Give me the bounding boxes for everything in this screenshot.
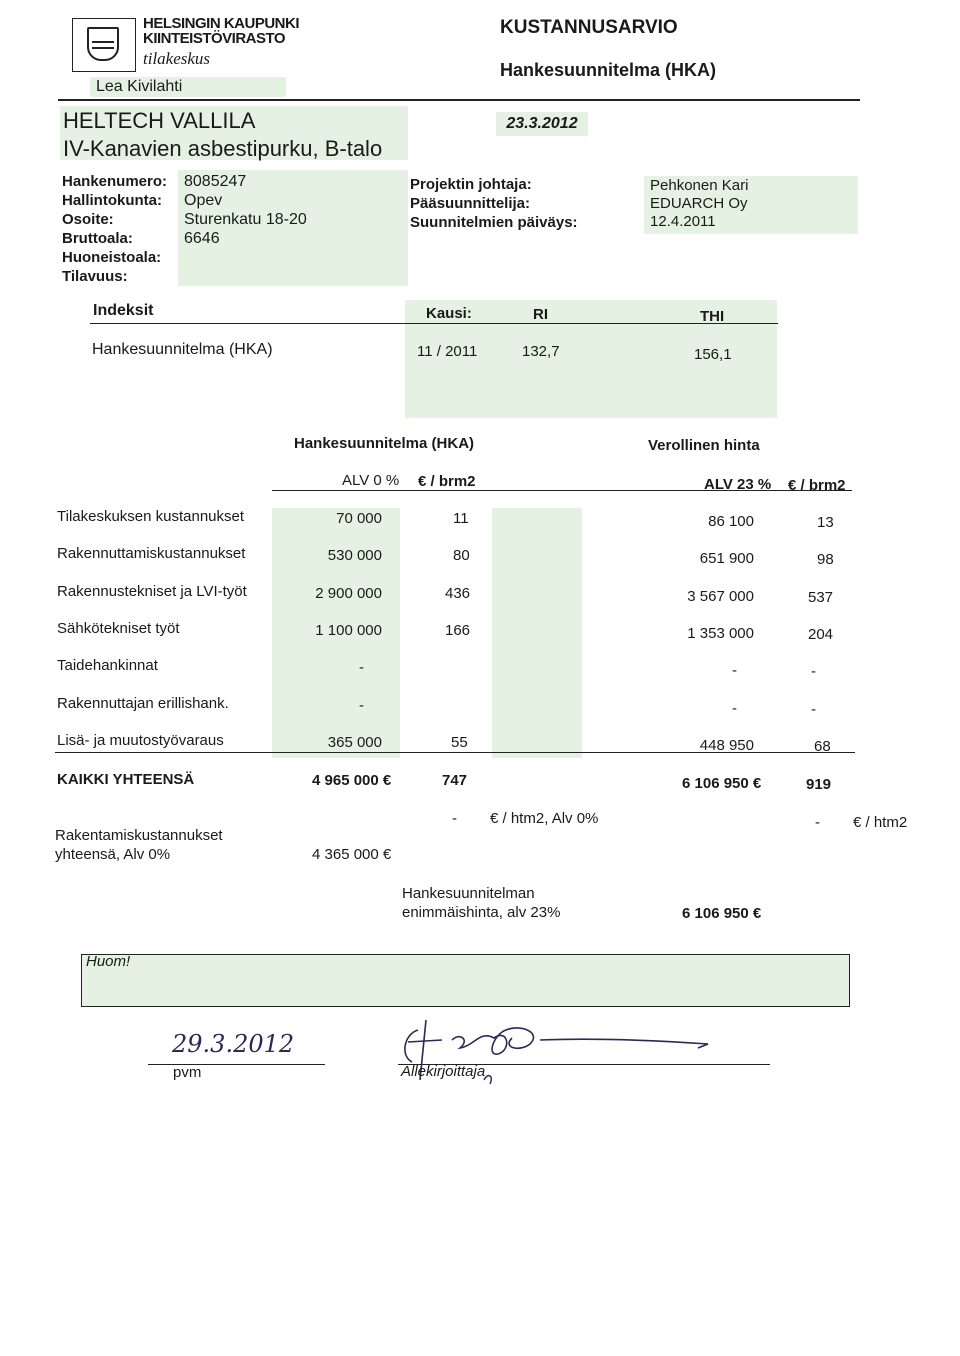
indices-col-ri: RI bbox=[533, 306, 548, 323]
row-brm2: 55 bbox=[451, 734, 468, 751]
row-brm2: 80 bbox=[453, 547, 470, 564]
total-brm2-23: 919 bbox=[806, 776, 832, 793]
row-brm2: 436 bbox=[445, 585, 471, 602]
row-alv0: - bbox=[359, 659, 364, 676]
indices-rule bbox=[90, 323, 778, 324]
info-right-values bbox=[650, 177, 748, 231]
row-alv0: 70 000 bbox=[336, 510, 382, 527]
rak-label-line2: yhteensä, Alv 0% bbox=[55, 846, 171, 863]
total-brm2: 747 bbox=[442, 772, 468, 789]
row-alv0: - bbox=[359, 697, 364, 714]
label-hallintokunta: Hallintokunta: bbox=[62, 192, 162, 209]
group-label-verollinen: Verollinen hinta bbox=[648, 437, 760, 454]
author-name: Lea Kivilahti bbox=[90, 77, 286, 97]
value-osoite: Sturenkatu 18-20 bbox=[184, 211, 307, 228]
label-bruttoala: Bruttoala: bbox=[62, 230, 133, 247]
row-label: Taidehankinnat bbox=[57, 657, 158, 674]
value-hankenumero: 8085247 bbox=[184, 173, 247, 190]
rak-label-line1: Rakentamiskustannukset bbox=[55, 827, 223, 844]
row-alv0: 1 100 000 bbox=[315, 622, 382, 639]
row-brm2: 166 bbox=[445, 622, 471, 639]
org-name: HELSINGIN KAUPUNKI bbox=[143, 15, 300, 32]
document-date: 23.3.2012 bbox=[496, 112, 588, 136]
htm2-unit-right: € / htm2 bbox=[853, 814, 908, 831]
label-paasuunnittelija: Pääsuunnittelija: bbox=[410, 195, 531, 212]
total-label: KAIKKI YHTEENSÄ bbox=[57, 771, 195, 788]
col-alv0: ALV 0 % bbox=[342, 472, 400, 489]
value-paasuunnittelija: EDUARCH Oy bbox=[650, 195, 748, 212]
indices-heading: Indeksit bbox=[93, 302, 154, 319]
table-total-rule bbox=[55, 752, 855, 753]
label-osoite: Osoite: bbox=[62, 211, 114, 228]
info-labels bbox=[62, 172, 167, 286]
org-department: KIINTEISTÖVIRASTO bbox=[143, 30, 286, 47]
htm2-dash-right: - bbox=[815, 814, 820, 831]
rak-label bbox=[55, 826, 223, 864]
row-alv0: 365 000 bbox=[327, 734, 382, 751]
row-alv0: 2 900 000 bbox=[315, 585, 382, 602]
col-brm2-right: € / brm2 bbox=[788, 477, 846, 494]
doc-type: KUSTANNUSARVIO bbox=[500, 17, 678, 38]
row-brm2: 11 bbox=[453, 510, 469, 527]
indices-col-kausi: Kausi: bbox=[426, 305, 472, 322]
signer-label: Allekirjoittaja bbox=[401, 1063, 486, 1080]
group-label-hka: Hankesuunnitelma (HKA) bbox=[294, 435, 475, 452]
value-suunnitelmien-paivays: 12.4.2011 bbox=[650, 213, 716, 230]
row-label: Rakennuttamiskustannukset bbox=[57, 545, 246, 562]
value-bruttoala: 6646 bbox=[184, 230, 220, 247]
handwritten-date: 29.3.2012 bbox=[172, 1030, 295, 1058]
note-box bbox=[81, 954, 850, 1007]
row-alv23: 448 950 bbox=[699, 737, 754, 754]
row-alv23: 86 100 bbox=[708, 513, 754, 530]
label-suunnitelmien-paivays: Suunnitelmien päiväys: bbox=[410, 214, 578, 231]
org-unit: tilakeskus bbox=[143, 49, 211, 68]
indices-col-thi: THI bbox=[700, 308, 725, 325]
htm2-dash-left: - bbox=[452, 810, 457, 827]
rak-value: 4 365 000 € bbox=[312, 846, 392, 863]
info-values bbox=[184, 172, 307, 248]
project-name: HELTECH VALLILA bbox=[63, 108, 256, 133]
row-brm2-23: 13 bbox=[817, 514, 834, 531]
indices-thi-value: 156,1 bbox=[694, 346, 732, 363]
info-right-labels bbox=[410, 175, 578, 232]
table-header-rule bbox=[272, 490, 852, 491]
row-alv23: 651 900 bbox=[699, 550, 754, 567]
city-logo bbox=[72, 18, 136, 72]
col-alv23: ALV 23 % bbox=[704, 476, 772, 493]
row-label: Rakennuttajan erillishank. bbox=[57, 695, 229, 712]
row-brm2-23: 204 bbox=[808, 626, 834, 643]
project-description: IV-Kanavien asbestipurku, B-talo bbox=[63, 136, 383, 161]
indices-kausi-value: 11 / 2011 bbox=[417, 343, 478, 360]
note-label: Huom! bbox=[86, 953, 131, 970]
total-alv0: 4 965 000 € bbox=[312, 772, 392, 789]
label-tilavuus: Tilavuus: bbox=[62, 268, 128, 285]
total-alv23: 6 106 950 € bbox=[682, 775, 762, 792]
spacer-column-bg bbox=[492, 508, 582, 758]
row-label: Rakennustekniset ja LVI-työt bbox=[57, 583, 247, 600]
row-brm2-23: - bbox=[811, 663, 816, 680]
row-label: Sähkötekniset työt bbox=[57, 620, 180, 637]
value-projektin-johtaja: Pehkonen Kari bbox=[650, 177, 749, 194]
max-label bbox=[402, 884, 560, 922]
row-brm2-23: 68 bbox=[814, 738, 831, 755]
value-hallintokunta: Opev bbox=[184, 192, 223, 209]
max-label-line2: enimmäishinta, alv 23% bbox=[402, 904, 561, 921]
pvm-label: pvm bbox=[173, 1064, 202, 1081]
htm2-unit-left: € / htm2, Alv 0% bbox=[490, 810, 599, 827]
col-brm2-left: € / brm2 bbox=[418, 473, 476, 490]
row-alv23: - bbox=[732, 700, 737, 717]
row-alv0: 530 000 bbox=[327, 547, 382, 564]
row-alv23: - bbox=[732, 662, 737, 679]
row-label: Tilakeskuksen kustannukset bbox=[57, 508, 245, 525]
row-brm2-23: 537 bbox=[808, 589, 834, 606]
row-label: Lisä- ja muutostyövaraus bbox=[57, 732, 224, 749]
row-brm2-23: - bbox=[811, 701, 816, 718]
crest-icon bbox=[87, 27, 119, 61]
max-value: 6 106 950 € bbox=[682, 905, 762, 922]
label-projektin-johtaja: Projektin johtaja: bbox=[410, 176, 532, 193]
row-brm2-23: 98 bbox=[817, 551, 834, 568]
max-label-line1: Hankesuunnitelman bbox=[402, 885, 535, 902]
indices-row-label: Hankesuunnitelma (HKA) bbox=[92, 341, 273, 358]
label-huoneistoala: Huoneistoala: bbox=[62, 249, 162, 266]
indices-ri-value: 132,7 bbox=[522, 343, 560, 360]
row-alv23: 3 567 000 bbox=[687, 588, 754, 605]
row-alv23: 1 353 000 bbox=[687, 625, 754, 642]
label-hankenumero: Hankenumero: bbox=[62, 173, 168, 190]
header-rule bbox=[58, 99, 860, 101]
doc-subtitle: Hankesuunnitelma (HKA) bbox=[500, 60, 717, 80]
